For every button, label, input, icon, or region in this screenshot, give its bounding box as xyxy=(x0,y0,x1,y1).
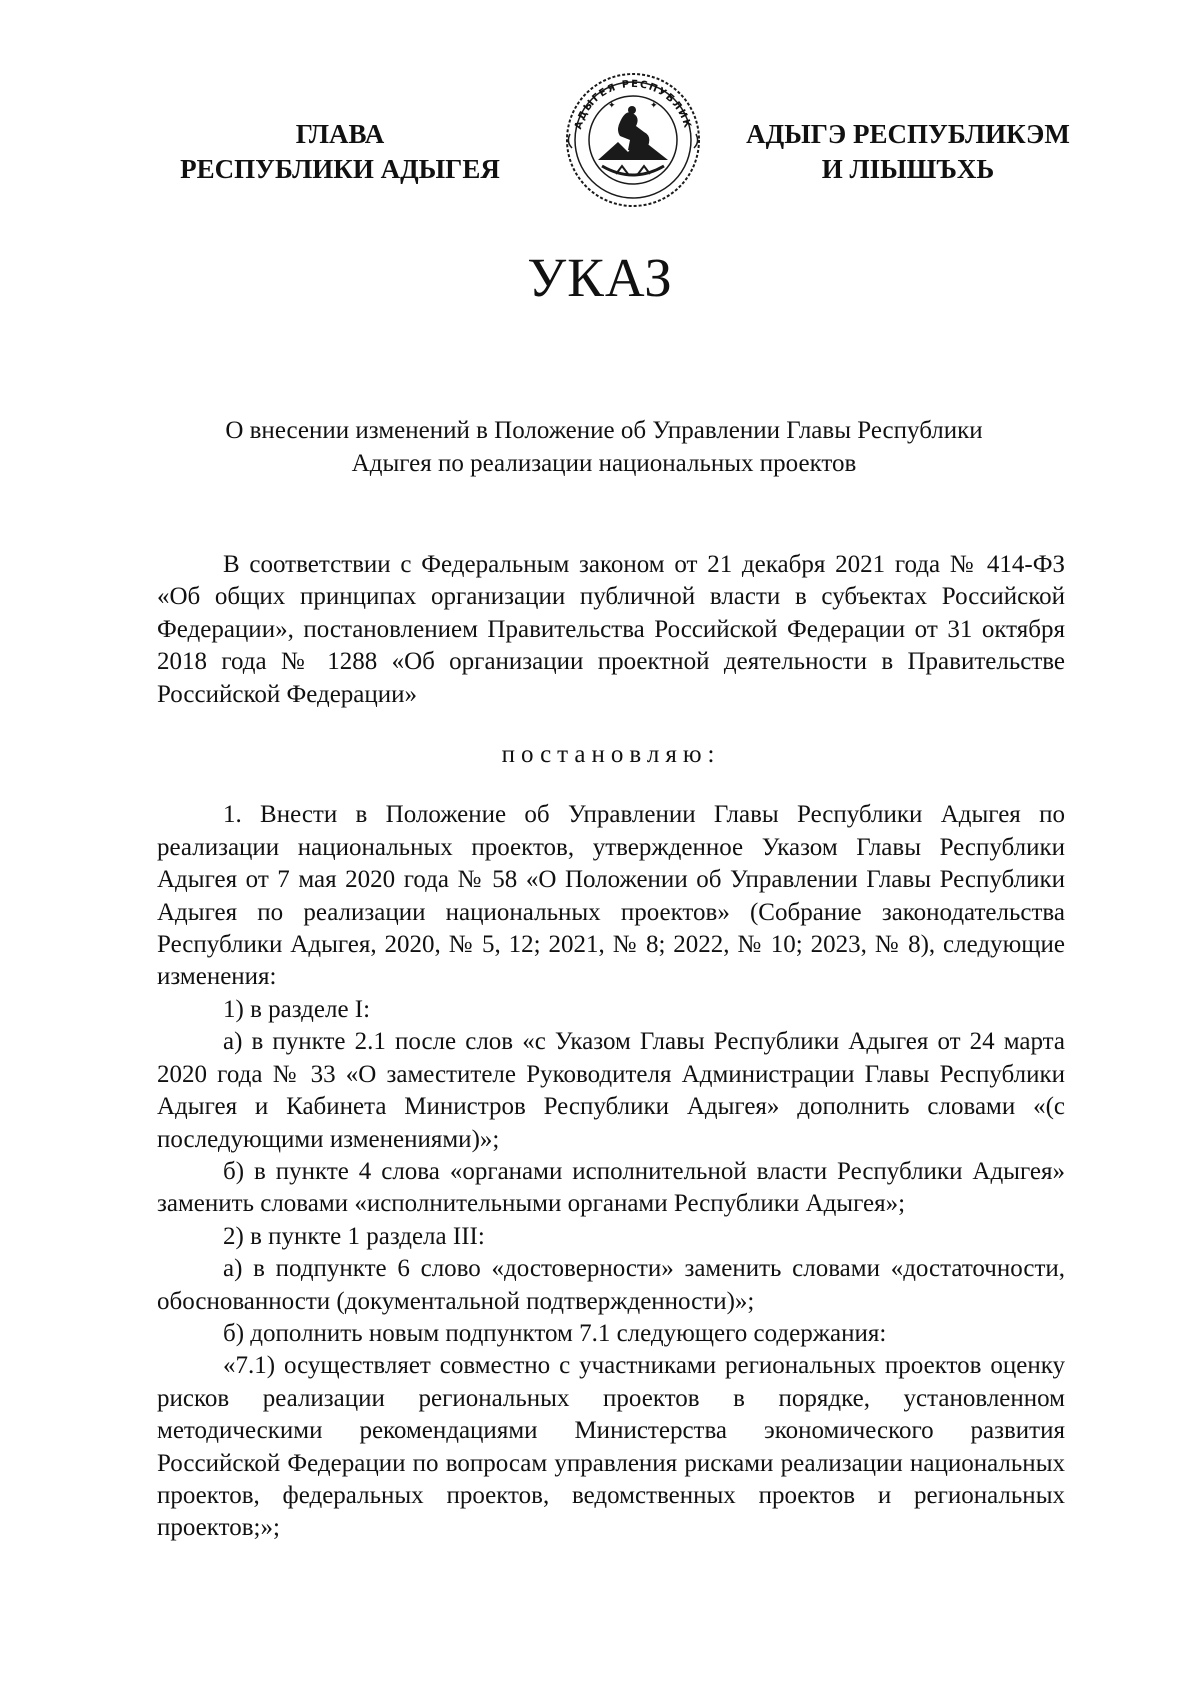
emblem-text: АДЫГЕЯ РЕСПУБЛИК xyxy=(573,78,693,131)
header-right-line2: И ЛІЫШЪХЬ xyxy=(821,154,995,184)
paragraph-subitem-1a: а) в пункте 2.1 после слов «с Указом Главы Республики Адыгея от 24 марта 2020 года № 33 «О заместителе Руководителя Администрации Главы Республики Адыгея и Кабинета Министров Республики Адыгея» дополнить словами «(с последующими изменениями)»; xyxy=(157,1028,1065,1153)
decree-word: постановляю: xyxy=(501,741,721,769)
document-subject xyxy=(150,414,1058,480)
header-right xyxy=(738,117,1078,187)
preamble-paragraph: В соответствии с Федеральным законом от 21 декабря 2021 года № 414-ФЗ «Об общих принципах организации публичной власти в субъектах Российской Федерации», постановлением Правительства Российской Федерации от 31 октября 2018 года № 1288 «Об организации проектной деятельности в Правительстве Российской Федерации» xyxy=(157,551,1065,708)
svg-text:✦: ✦ xyxy=(608,101,616,111)
subject-line-2: Адыгея по реализации национальных проектов xyxy=(351,450,857,477)
paragraph-subitem-1b: б) в пункте 4 слова «органами исполнительной власти Республики Адыгея» заменить словами «исполнительными органами Республики Адыгея»; xyxy=(157,1157,1065,1218)
header-left xyxy=(170,117,510,187)
paragraph-subitem-2a: а) в подпункте 6 слово «достоверности» заменить словами «достаточности, обоснованности (документальной подтвержденности)»; xyxy=(157,1255,1065,1315)
subject-line-1: О внесении изменений в Положение об Управлении Главы Республики xyxy=(225,417,983,444)
document-title: УКАЗ xyxy=(527,247,673,308)
paragraph-item-1: 1. Внести в Положение об Управлении Главы Республики Адыгея по реализации национальных проектов, утвержденное Указом Главы Республики Адыгея от 7 мая 2020 года № 58 «О Положении об Управлении Главы Республики Адыгея по реализации национальных проектов» (Собрание законодательства Республики Адыгея, 2020, № 5, 12; 2021, № 8; 2022, № 10; 2023, № 8), следующие изменения: xyxy=(157,801,1065,991)
paragraph-subitem-2: 2) в пункте 1 раздела III: xyxy=(223,1222,485,1250)
header-right-line1: АДЫГЭ РЕСПУБЛИКЭМ xyxy=(746,119,1070,149)
paragraph-quote-7-1: «7.1) осуществляет совместно с участниками региональных проектов оценку рисков реализации региональных проектов в порядке, установленном методическими рекомендациями Министерства экономического развития Российской Федерации по вопросам управления рисками реализации национальных проектов, федеральных проектов, ведомственных проектов и региональных проектов;»; xyxy=(157,1352,1065,1542)
document-body xyxy=(157,549,1065,1545)
header-left-line2: РЕСПУБЛИКИ АДЫГЕЯ xyxy=(180,154,500,184)
coat-of-arms-emblem xyxy=(558,62,708,207)
paragraph-subitem-1: 1) в разделе I: xyxy=(223,995,371,1023)
header-left-line1: ГЛАВА xyxy=(295,119,385,149)
svg-text:✦: ✦ xyxy=(650,101,658,111)
paragraph-subitem-2b: б) дополнить новым подпунктом 7.1 следующего содержания: xyxy=(223,1319,887,1347)
